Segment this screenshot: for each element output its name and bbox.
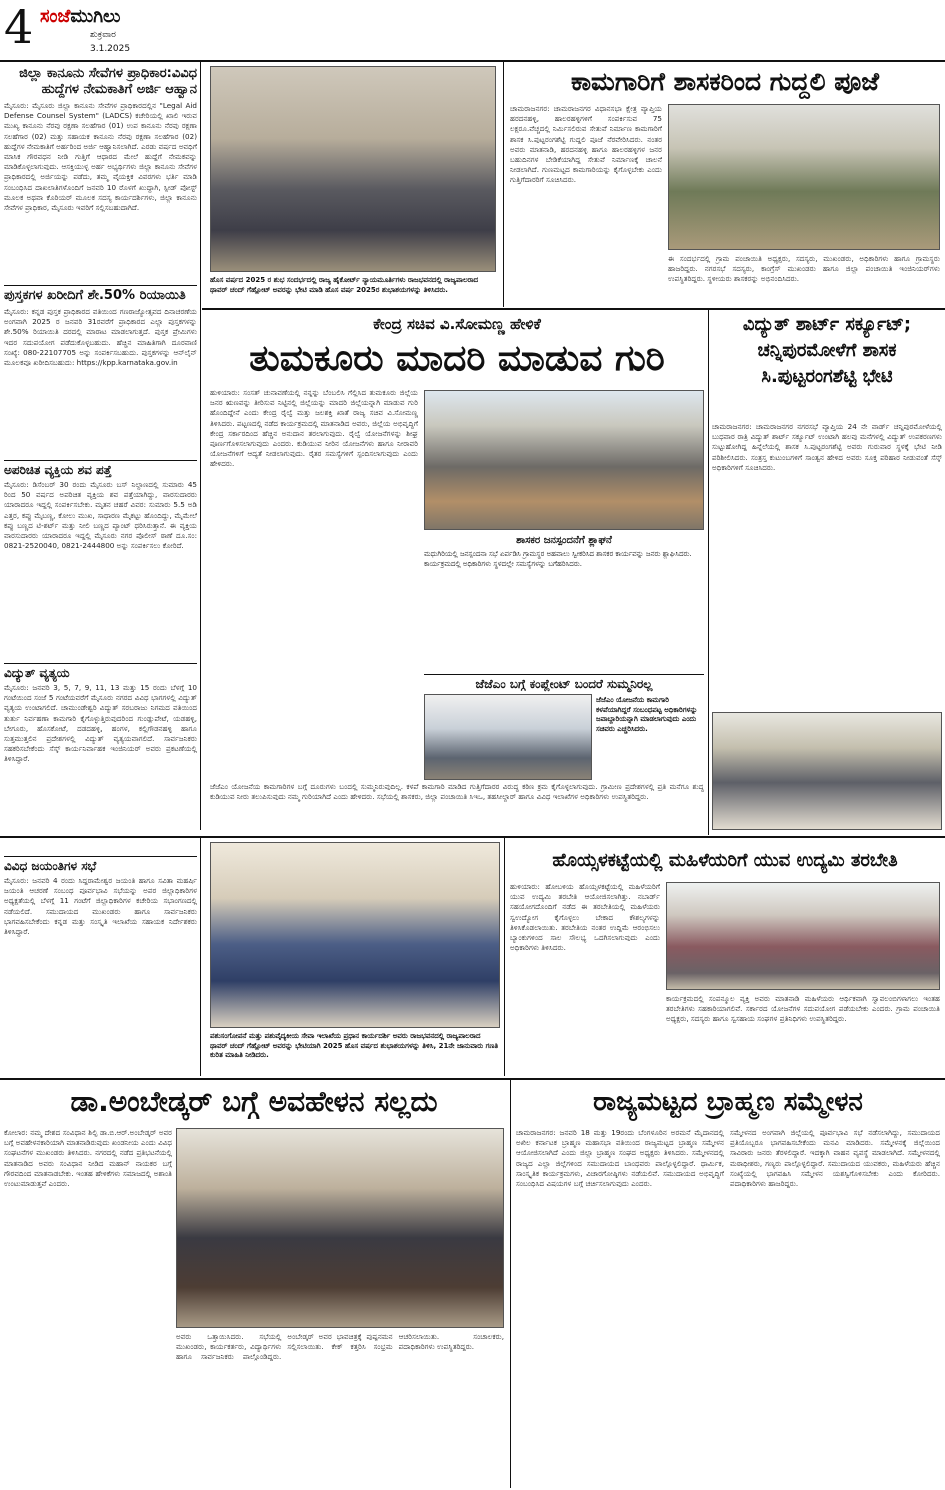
jjm-meeting-photo — [424, 694, 592, 780]
lower-right-t1: ಹುಳಿಯಾರು: ಹೋಬಳಿಯ ಹೊಯ್ಸಳಕಟ್ಟೆಯಲ್ಲಿ ಮಹಿಳೆಯರಿಗೆ ಯುವ ಉದ್ಯಮಿ ತರಬೇತಿ ಆಯೋಜಿಸಲಾಗಿತ್ತು. ನಬಾರ್ಡ್ ಸಹಯೋಗದೊಂದಿಗೆ ನಡೆದ ಈ ತರಬೇತಿಯಲ್ಲಿ ಮಹಿಳೆಯರು ಸ್ವಉದ್ಯೋಗ ಕೈಗೊಳ್ಳಲು ಬೇಕಾದ ಕೌಶಲ್ಯಗಳನ್ನು ತಿಳಿಸಿಕೊಡಲಾಯಿತು. ತರಬೇತಿಯ ನಂತರ ಉದ್ದಿಮೆ ಆರಂಭಿಸಲು ಬ್ಯಾಂಕುಗಳಿಂದ ಸಾಲ ಸೌಲಭ್ಯ ಒದಗಿಸಲಾಗುವುದು ಎಂದು ಅಧಿಕಾರಿಗಳು ತಿಳಿಸಿದರು. — [510, 882, 660, 953]
left-h2: ಪುಸ್ತಕಗಳ ಖರೀದಿಗೆ ಶೇ.50% ರಿಯಾಯಿತಿ — [4, 285, 197, 304]
livestock-photo-caption: ಪಶುಸಂಗೋಪನೆ ಮತ್ತು ಪಶುವೈದ್ಯಕೀಯ ಸೇವಾ ಇಲಾಖೆಯ ಪ್ರಧಾನ ಕಾರ್ಯದರ್ಶಿ ಅವರು ರಾಜಭವನದಲ್ಲಿ ರಾಜ್ಯಪಾಲರಾದ ಥಾವರ್ ಚಂದ್ ಗೆಹ್ಲೋಟ್ ಅವರನ್ನು ಭೇಟಿಯಾಗಿ 2025 ಹೊಸ ವರ್ಷದ ಶುಭಾಶಯಗಳನ್ನು ತಿಳಿಸಿ, 21ನೇ ಜಾನುವಾರು ಗಣತಿ ಕುರಿತ ಮಾಹಿತಿ ನೀಡಿದರು. — [210, 1032, 499, 1059]
left-h3: ಅಪರಿಚಿತ ವ್ಯಕ್ತಿಯ ಶವ ಪತ್ತೆ — [4, 460, 197, 478]
mid-photo-caption: ಮಧುಗಿರಿಯಲ್ಲಿ ಜನಸ್ಪಂದನಾ ಸಭೆ ಏರ್ಪಡಿಸಿ ಗ್ರಾಮಸ್ಥರ ಅಹವಾಲು ಸ್ವೀಕರಿಸಿದ ಶಾಸಕರ ಕಾರ್ಯವನ್ನು ಜನರು ಶ್ಲಾಘಿಸಿದರು. ಕಾರ್ಯಕ್ರಮದಲ್ಲಿ ಅಧಿಕಾರಿಗಳು ಸ್ಥಳದಲ್ಲೇ ಸಮಸ್ಯೆಗಳನ್ನು ಬಗೆಹರಿಸಿದರು. — [424, 550, 692, 568]
livestock-census-photo — [210, 842, 500, 1028]
left-h1: ಜಿಲ್ಲಾ ಕಾನೂನು ಸೇವೆಗಳ ಪ್ರಾಧಿಕಾರ:ವಿವಿಧ ಹುದ್ದೆಗಳ ನೇಮಕಾತಿಗೆ ಅರ್ಜಿ ಆಹ್ವಾನ — [19, 66, 197, 97]
mid-sub-side: ಜೆಜೆಎಂ ಯೋಜನೆಯ ಕಾಮಗಾರಿ ಕಳಪೆಯಾಗಿದ್ದರೆ ಸಂಬಂಧಪಟ್ಟ ಅಧಿಕಾರಿಗಳನ್ನು ಜವಾಬ್ದಾರಿಯನ್ನಾಗಿ ಮಾಡಲಾಗುವುದು ಎಂದು ಸಚಿವರು ಎಚ್ಚರಿಸಿದರು. — [596, 696, 698, 733]
issue-date: 3.1.2025 — [90, 44, 131, 54]
mid-t2: ಜೆಜೆಎಂ ಯೋಜನೆಯ ಕಾಮಗಾರಿಗಳ ಬಗ್ಗೆ ದೂರುಗಳು ಬಂದಲ್ಲಿ ಸುಮ್ಮನಿರುವುದಿಲ್ಲ. ಕಳಪೆ ಕಾಮಗಾರಿ ಮಾಡಿದ ಗುತ್ತಿಗೆದಾರರ ವಿರುದ್ಧ ಕಠಿಣ ಕ್ರಮ ಕೈಗೊಳ್ಳಲಾಗುವುದು. ಗ್ರಾಮೀಣ ಪ್ರದೇಶಗಳಲ್ಲಿ ಪ್ರತಿ ಮನೆಗೂ ಶುದ್ಧ ಕುಡಿಯುವ ನೀರು ತಲುಪಿಸುವುದು ನಮ್ಮ ಗುರಿಯಾಗಿದೆ ಎಂದು ಹೇಳಿದರು. ಸಭೆಯಲ್ಲಿ ಶಾಸಕರು, ಜಿಲ್ಲಾ ಪಂಚಾಯಿತಿ ಸಿಇಒ, ತಹಸೀಲ್ದಾರ್ ಹಾಗೂ ವಿವಿಧ ಇಲಾಖೆಗಳ ಅಧಿಕಾರಿಗಳು ಉಪಸ್ಥಿತರಿದ್ದರು. — [210, 782, 704, 802]
issue-day: ಶುಕ್ರವಾರ — [90, 30, 116, 40]
newspaper-logo — [40, 6, 120, 27]
column-divider — [200, 838, 201, 1076]
left-h4: ವಿದ್ಯುತ್ ವ್ಯತ್ಯಯ — [4, 663, 197, 681]
mid-headline: ತುಮಕೂರು ಮಾದರಿ ಮಾಡುವ ಗುರಿ — [249, 338, 665, 379]
section-rule — [0, 1078, 945, 1080]
governor-photo-caption: ಹೊಸ ವರ್ಷದ 2025 ರ ಶುಭ ಸಂದರ್ಭದಲ್ಲಿ ರಾಜ್ಯ ಹೈಕೋರ್ಟ್ ನ್ಯಾಯಮೂರ್ತಿಗಳು ರಾಜಭವನದಲ್ಲಿ ರಾಜ್ಯಪಾಲರಾದ ಥಾವರ್ ಚಂದ್ ಗೆಹ್ಲೋಟ್ ಅವರನ್ನು ಭೇಟಿ ಮಾಡಿ ಹೊಸ ವರ್ಷ 2025ರ ಶುಭಾಶಯಗಳನ್ನು ತಿಳಿಸಿದರು. — [210, 276, 479, 294]
bottom-left-headline: ಡಾ.ಅಂಬೇಡ್ಕರ್ ಬಗ್ಗೆ ಅವಹೇಳನ ಸಲ್ಲದು — [70, 1085, 438, 1118]
left-column — [4, 66, 197, 937]
lower-right-headline: ಹೊಯ್ಸಳಕಟ್ಟೆಯಲ್ಲಿ ಮಹಿಳೆಯರಿಗೆ ಯುವ ಉದ್ಯಮಿ ತರಬೇತಿ — [552, 850, 898, 871]
bottom-left-t1: ಕೋಲಾರ: ನಮ್ಮ ದೇಶದ ಸಂವಿಧಾನ ಶಿಲ್ಪಿ ಡಾ.ಬಿ.ಆರ್.ಅಂಬೇಡ್ಕರ್ ಅವರ ಬಗ್ಗೆ ಅವಹೇಳನಕಾರಿಯಾಗಿ ಮಾತನಾಡಿರುವುದು ಖಂಡನೀಯ ಎಂದು ವಿವಿಧ ಸಂಘಟನೆಗಳ ಮುಖಂಡರು ತಿಳಿಸಿದರು. ನಗರದಲ್ಲಿ ನಡೆದ ಪ್ರತಿಭಟನೆಯಲ್ಲಿ ಮಾತನಾಡಿದ ಅವರು ಸಂವಿಧಾನ ನೀಡಿದ ಮಹಾನ್ ನಾಯಕರ ಬಗ್ಗೆ ಗೌರವದಿಂದ ಮಾತನಾಡಬೇಕು. ಇಂತಹ ಹೇಳಿಕೆಗಳು ಸಮಾಜದಲ್ಲಿ ಅಶಾಂತಿ ಉಂಟುಮಾಡುತ್ತವೆ ಎಂದರು. — [4, 1128, 172, 1189]
column-divider — [503, 62, 504, 307]
top-right-t2: ಈ ಸಂದರ್ಭದಲ್ಲಿ ಗ್ರಾಮ ಪಂಚಾಯಿತಿ ಅಧ್ಯಕ್ಷರು, ಸದಸ್ಯರು, ಮುಖಂಡರು, ಅಧಿಕಾರಿಗಳು ಹಾಗೂ ಗ್ರಾಮಸ್ಥರು ಹಾಜರಿದ್ದರು. ನಗರಸಭೆ ಸದಸ್ಯರು, ಕಾಂಗ್ರೆಸ್ ಮುಖಂಡರು ಹಾಗೂ ಜಿಲ್ಲಾ ಪಂಚಾಯಿತಿ ಇಂಜಿನಿಯರ್‌ಗಳು ಉಪಸ್ಥಿತರಿದ್ದರು. ಸ್ಥಳೀಯರು ಶಾಸಕರನ್ನು ಅಭಿನಂದಿಸಿದರು. — [668, 254, 940, 284]
top-right-headline: ಕಾಮಗಾರಿಗೆ ಶಾಸಕರಿಂದ ಗುದ್ದಲಿ ಪೂಜೆ — [570, 67, 880, 96]
page-number: 4 — [4, 0, 34, 54]
top-right-t1: ಚಾಮರಾಜನಗರ: ಚಾಮರಾಜನಗರ ವಿಧಾನಸಭಾ ಕ್ಷೇತ್ರ ವ್ಯಾಪ್ತಿಯ ಹರದನಹಳ್ಳಿ, ಹಾಲರಹಳ್ಳಿಗಳಿಗೆ ಸಂಪರ್ಕಿಸುವ 75 ಲಕ್ಷರೂ.ವೆಚ್ಚದಲ್ಲಿ ನಿರ್ಮಿಸಲಿರುವ ಸೇತುವೆ ನಿರ್ಮಾಣ ಕಾಮಗಾರಿಗೆ ಶಾಸಕ ಸಿ.ಪುಟ್ಟರಂಗಶೆಟ್ಟಿ ಗುದ್ದಲಿ ಪೂಜೆ ನೆರವೇರಿಸಿದರು. ನಂತರ ಅವರು ಮಾತನಾಡಿ, ಹರದನಹಳ್ಳಿ ಹಾಗೂ ಹಾಲರಹಳ್ಳಿಗಳ ಜನರ ಬಹುದಿನಗಳ ಬೇಡಿಕೆಯಾಗಿದ್ದ ಸೇತುವೆ ನಿರ್ಮಾಣಕ್ಕೆ ಚಾಲನೆ ನೀಡಲಾಗಿದೆ. ಗುಣಮಟ್ಟದ ಕಾಮಗಾರಿಯನ್ನು ಕೈಗೊಳ್ಳಬೇಕು ಎಂದು ಗುತ್ತಿಗೆದಾರರಿಗೆ ಸೂಚಿಸಿದರು. — [510, 104, 662, 185]
lower-right-t2: ಕಾರ್ಯಕ್ರಮದಲ್ಲಿ ಸಂಪನ್ಮೂಲ ವ್ಯಕ್ತಿ ಅವರು ಮಾತನಾಡಿ ಮಹಿಳೆಯರು ಆರ್ಥಿಕವಾಗಿ ಸ್ವಾವಲಂಬಿಗಳಾಗಲು ಇಂತಹ ತರಬೇತಿಗಳು ಸಹಕಾರಿಯಾಗಲಿವೆ. ಸರ್ಕಾರದ ಯೋಜನೆಗಳ ಸದುಪಯೋಗ ಪಡೆಯಬೇಕು ಎಂದರು. ಗ್ರಾಮ ಪಂಚಾಯಿತಿ ಅಧ್ಯಕ್ಷರು, ಸದಸ್ಯರು ಹಾಗೂ ಸ್ವಸಹಾಯ ಸಂಘಗಳ ಪ್ರತಿನಿಧಿಗಳು ಉಪಸ್ಥಿತರಿದ್ದರು. — [666, 994, 940, 1024]
mid-kicker: ಕೇಂದ್ರ ಸಚಿವ ವಿ.ಸೋಮಣ್ಣ ಹೇಳಿಕೆ — [373, 315, 541, 333]
section-rule — [202, 308, 945, 310]
bottom-right-t1: ಚಾಮರಾಜನಗರ: ಜನವರಿ 18 ಮತ್ತು 19ರಂದು ಬೆಂಗಳೂರಿನ ಅರಮನೆ ಮೈದಾನದಲ್ಲಿ ಅಖಿಲ ಕರ್ನಾಟಕ ಬ್ರಾಹ್ಮಣ ಮಹಾಸಭಾ ವತಿಯಿಂದ ರಾಜ್ಯಮಟ್ಟದ ಬ್ರಾಹ್ಮಣ ಸಮ್ಮೇಳನ ಆಯೋಜಿಸಲಾಗಿದೆ ಎಂದು ಜಿಲ್ಲಾ ಬ್ರಾಹ್ಮಣ ಸಂಘದ ಅಧ್ಯಕ್ಷರು ತಿಳಿಸಿದರು. ಸಮ್ಮೇಳನದಲ್ಲಿ ರಾಜ್ಯದ ಎಲ್ಲಾ ಜಿಲ್ಲೆಗಳಿಂದ ಸಮುದಾಯದ ಬಾಂಧವರು ಪಾಲ್ಗೊಳ್ಳಲಿದ್ದಾರೆ. ಧಾರ್ಮಿಕ, ಸಾಂಸ್ಕೃತಿಕ ಕಾರ್ಯಕ್ರಮಗಳು, ವಿಚಾರಗೋಷ್ಠಿಗಳು ನಡೆಯಲಿವೆ. ಸಮುದಾಯದ ಅಭಿವೃದ್ಧಿಗೆ ಸಂಬಂಧಿಸಿದ ವಿಷಯಗಳ ಬಗ್ಗೆ ಚರ್ಚಿಸಲಾಗುವುದು ಎಂದರು. — [516, 1128, 724, 1189]
bottom-left-t2: ಅವರು ಒತ್ತಾಯಿಸಿದರು. ಸಭೆಯಲ್ಲಿ ಮುಖಂಡರು, ಕಾರ್ಯಕರ್ತರು, ವಿದ್ಯಾರ್ಥಿಗಳು ಹಾಗೂ ಸಾರ್ವಜನಿಕರು ಪಾಲ್ಗೊಂಡಿದ್ದರು. ಅಂಬೇಡ್ಕರ್ ಅವರ ಭಾವಚಿತ್ರಕ್ಕೆ ಪುಷ್ಪನಮನ ಸಲ್ಲಿಸಲಾಯಿತು. ಕೇಕ್ ಕತ್ತರಿಸಿ ಸಂಭ್ರಮ ಆಚರಿಸಲಾಯಿತು. ಸಂಚಾಲಕರು, ಪದಾಧಿಕಾರಿಗಳು ಉಪಸ್ಥಿತರಿದ್ದರು. — [176, 1332, 504, 1362]
ambedkar-event-photo — [176, 1128, 504, 1328]
women-training-photo — [666, 882, 940, 990]
left-t3: ಮೈಸೂರು: ಡಿಸೆಂಬರ್ 30 ರಂದು ಮೈಸೂರು ಬಸ್ ನಿಲ್ದಾಣದಲ್ಲಿ ಸುಮಾರು 45 ರಿಂದ 50 ವರ್ಷದ ಅಪರಿಚಿತ ವ್ಯಕ್ತಿಯ ಶವ ಪತ್ತೆಯಾಗಿದ್ದು, ವಾರಸುದಾರರು ಯಾರಾದರೂ ಇದ್ದಲ್ಲಿ ಸಂಪರ್ಕಿಸಬೇಕು. ಮೃತನ ಚಹರೆ ವಿವರ: ಸುಮಾರು 5.5 ಅಡಿ ಎತ್ತರ, ಕಪ್ಪು ಮೈಬಣ್ಣ, ಕೋಲು ಮುಖ, ಸಾಧಾರಣ ಮೈಕಟ್ಟು ಹೊಂದಿದ್ದು, ಮೈಮೇಲೆ ಕಪ್ಪು ಬಣ್ಣದ ಟಿ-ಶರ್ಟ್ ಮತ್ತು ನೀಲಿ ಬಣ್ಣದ ಪ್ಯಾಂಟ್ ಧರಿಸಿರುತ್ತಾನೆ. ಈ ವ್ಯಕ್ತಿಯ ವಾರಸುದಾರರು ಯಾರಾದರೂ ಇದ್ದಲ್ಲಿ ಮೈಸೂರು ನಗರ ಪೊಲೀಸ್ ಠಾಣೆ ದೂ.ಸಂ: 0821-2520040, 0821-2444800 ಅನ್ನು ಸಂಪರ್ಕಿಸಲು ಕೋರಿದೆ. — [4, 480, 197, 551]
column-divider — [504, 838, 505, 1076]
left-t5: ಮೈಸೂರು: ಜನವರಿ 4 ರಂದು ಸಿದ್ದರಾಮೇಶ್ವರ ಜಯಂತಿ ಹಾಗೂ ಸವಿತಾ ಮಹರ್ಷಿ ಜಯಂತಿ ಆಚರಣೆ ಸಂಬಂಧ ಪೂರ್ವಭಾವಿ ಸಭೆಯನ್ನು ಅಪರ ಜಿಲ್ಲಾಧಿಕಾರಿಗಳ ಅಧ್ಯಕ್ಷತೆಯಲ್ಲಿ ಬೆಳಗ್ಗೆ 11 ಗಂಟೆಗೆ ಜಿಲ್ಲಾಧಿಕಾರಿಗಳ ಕಚೇರಿಯ ಸಭಾಂಗಣದಲ್ಲಿ ನಡೆಯಲಿದೆ. ಸಮುದಾಯದ ಮುಖಂಡರು ಹಾಗೂ ಸಾರ್ವಜನಿಕರು ಭಾಗವಹಿಸಬೇಕೆಂದು ಕನ್ನಡ ಮತ್ತು ಸಂಸ್ಕೃತಿ ಇಲಾಖೆಯ ಸಹಾಯಕ ನಿರ್ದೇಶಕರು ತಿಳಿಸಿದ್ದಾರೆ. — [4, 876, 197, 937]
mid-right-headline: ವಿದ್ಯುತ್ ಶಾರ್ಟ್ ಸರ್ಕ್ಯೂಟ್; ಚನ್ನಿಪುರಮೋಳೆಗೆ ಶಾಸಕ ಸಿ.ಪುಟ್ಟರಂಗಶೆಟ್ಟಿ ಭೇಟಿ — [742, 314, 912, 387]
mid-t1: ಹುಳಿಯಾರು: ಸಂಸತ್ ಚುನಾವಣೆಯಲ್ಲಿ ನನ್ನನ್ನು ಬೆಂಬಲಿಸಿ ಗೆಲ್ಲಿಸಿದ ತುಮಕೂರು ಜಿಲ್ಲೆಯ ಜನರ ಋಣವನ್ನು ತೀರಿಸುವ ನಿಟ್ಟಿನಲ್ಲಿ ಜಿಲ್ಲೆಯನ್ನು ಮಾದರಿ ಜಿಲ್ಲೆಯನ್ನಾಗಿ ಮಾಡುವ ಗುರಿ ಹೊಂದಿದ್ದೇನೆ ಎಂದು ಕೇಂದ್ರ ರೈಲ್ವೆ ಮತ್ತು ಜಲಶಕ್ತಿ ಖಾತೆ ರಾಜ್ಯ ಸಚಿವ ವಿ.ಸೋಮಣ್ಣ ತಿಳಿಸಿದರು. ಪಟ್ಟಣದಲ್ಲಿ ನಡೆದ ಕಾರ್ಯಕ್ರಮದಲ್ಲಿ ಮಾತನಾಡಿದ ಅವರು, ಜಿಲ್ಲೆಯ ಅಭಿವೃದ್ಧಿಗೆ ಕೇಂದ್ರ ಸರ್ಕಾರದಿಂದ ಹೆಚ್ಚಿನ ಅನುದಾನ ತರಲಾಗುವುದು. ರೈಲ್ವೆ ಯೋಜನೆಗಳನ್ನು ಶೀಘ್ರ ಪೂರ್ಣಗೊಳಿಸಲಾಗುವುದು ಎಂದರು. ಕುಡಿಯುವ ನೀರಿನ ಯೋಜನೆಗಳು ಹಾಗೂ ನೀರಾವರಿ ಯೋಜನೆಗಳಿಗೆ ಆದ್ಯತೆ ನೀಡಲಾಗುವುದು. ರೈತರ ಸಮಸ್ಯೆಗಳಿಗೆ ಸ್ಪಂದಿಸಲಾಗುವುದು ಎಂದು ಹೇಳಿದರು. — [210, 388, 418, 469]
column-divider — [200, 60, 201, 830]
governor-meeting-photo — [210, 66, 496, 272]
masthead-rule — [0, 60, 945, 62]
column-divider — [510, 1080, 511, 1488]
mid-right-t1: ಚಾಮರಾಜನಗರ: ಚಾಮರಾಜನಗರ ನಗರಸಭೆ ವ್ಯಾಪ್ತಿಯ 24 ನೇ ವಾರ್ಡ್ ಚನ್ನಿಪುರಮೋಳೆಯಲ್ಲಿ ಬುಧವಾರ ರಾತ್ರಿ ವಿದ್ಯುತ್ ಶಾರ್ಟ್ ಸರ್ಕ್ಯೂಟ್ ಉಂಟಾಗಿ ಹಲವು ಮನೆಗಳಲ್ಲಿ ವಿದ್ಯುತ್ ಉಪಕರಣಗಳು ಸುಟ್ಟುಹೋಗಿದ್ದ ಹಿನ್ನೆಲೆಯಲ್ಲಿ ಶಾಸಕ ಸಿ.ಪುಟ್ಟರಂಗಶೆಟ್ಟಿ ಅವರು ಗುರುವಾರ ಸ್ಥಳಕ್ಕೆ ಭೇಟಿ ನೀಡಿ ಪರಿಶೀಲಿಸಿದರು. ಸಂತ್ರಸ್ತ ಕುಟುಂಬಗಳಿಗೆ ಸಾಂತ್ವನ ಹೇಳಿದ ಅವರು ಸೂಕ್ತ ಪರಿಹಾರ ನೀಡುವಂತೆ ಸೆಸ್ಕ್ ಅಧಿಕಾರಿಗಳಿಗೆ ಸೂಚಿಸಿದರು. — [712, 422, 942, 472]
column-divider — [708, 310, 709, 835]
mla-visit-photo — [712, 712, 942, 830]
logo-part-1: ಸಂಜೆ — [40, 6, 71, 27]
logo-part-2: ಮುಗಿಲು — [70, 6, 121, 27]
left-t4: ಮೈಸೂರು: ಜನವರಿ 3, 5, 7, 9, 11, 13 ಮತ್ತು 15 ರಂದು ಬೆಳಗ್ಗೆ 10 ಗಂಟೆಯಿಂದ ಸಂಜೆ 5 ಗಂಟೆಯವರೆಗೆ ಮೈಸೂರು ನಗರದ ವಿವಿಧ ಭಾಗಗಳಲ್ಲಿ ವಿದ್ಯುತ್ ವ್ಯತ್ಯಯ ಉಂಟಾಗಲಿದೆ. ಚಾಮುಂಡೇಶ್ವರಿ ವಿದ್ಯುತ್ ಸರಬರಾಜು ನಿಗಮದ ವತಿಯಿಂದ ತುರ್ತು ನಿರ್ವಹಣಾ ಕಾಮಗಾರಿ ಕೈಗೊಳ್ಳುತ್ತಿರುವುದರಿಂದ ಗುಂಡ್ಲುಪೇಟೆ, ಯಡಹಳ್ಳಿ, ಬೇಗೂರು, ಹೊಸಕೋಟೆ, ದಡದಹಳ್ಳಿ, ಹಂಗಳ, ಕಲ್ಲಿಗೌಡನಹಳ್ಳಿ ಹಾಗೂ ಸುತ್ತಮುತ್ತಲಿನ ಪ್ರದೇಶಗಳಲ್ಲಿ ವಿದ್ಯುತ್ ವ್ಯತ್ಯಯವಾಗಲಿದೆ. ಸಾರ್ವಜನಿಕರು ಸಹಕರಿಸಬೇಕೆಂದು ಸೆಸ್ಕ್ ಕಾರ್ಯನಿರ್ವಾಹಕ ಇಂಜಿನಿಯರ್ ಅವರು ಪ್ರಕಟಣೆಯಲ್ಲಿ ತಿಳಿಸಿದ್ದಾರೆ. — [4, 683, 197, 764]
section-rule — [0, 836, 945, 838]
groundbreaking-photo — [668, 104, 940, 250]
left-t2: ಮೈಸೂರು: ಕನ್ನಡ ಪುಸ್ತಕ ಪ್ರಾಧಿಕಾರದ ವತಿಯಿಂದ ಗಣರಾಜ್ಯೋತ್ಸವದ ದಿನಾಚರಣೆಯ ಅಂಗವಾಗಿ 2025 ರ ಜನವರಿ 31ರವರೆಗೆ ಪ್ರಾಧಿಕಾರದ ಎಲ್ಲಾ ಪುಸ್ತಕಗಳನ್ನು ಶೇ.50% ರಿಯಾಯಿತಿ ದರದಲ್ಲಿ ಮಾರಾಟ ಮಾಡಲಾಗುತ್ತದೆ. ಪುಸ್ತಕ ಪ್ರೇಮಿಗಳು ಇದರ ಸದುಪಯೋಗ ಪಡೆದುಕೊಳ್ಳಬಹುದು. ಹೆಚ್ಚಿನ ಮಾಹಿತಿಗಾಗಿ ದೂರವಾಣಿ ಸಂಖ್ಯೆ: 080-22107705 ಅನ್ನು ಸಂಪರ್ಕಿಸಬಹುದು. ಪುಸ್ತಕಗಳನ್ನು ಆನ್‌ಲೈನ್ ಮೂಲಕವೂ ಖರೀದಿಸಬಹುದು: https://kpp.karnataka.gov.in — [4, 307, 197, 368]
left-h5: ವಿವಿಧ ಜಯಂತಿಗಳ ಸಭೆ — [4, 856, 197, 874]
mid-sub-head: ಜೆಜೆಎಂ ಬಗ್ಗೆ ಕಂಪ್ಲೇಂಟ್ ಬಂದರೆ ಸುಮ್ಮನಿರಲ್ಲ — [424, 674, 704, 692]
bottom-right-headline: ರಾಜ್ಯಮಟ್ಟದ ಬ್ರಾಹ್ಮಣ ಸಮ್ಮೇಳನ — [593, 1087, 863, 1117]
mid-photo-caption-head: ಶಾಸಕರ ಜನಸ್ಪಂದನೆಗೆ ಶ್ಲಾಘನೆ — [516, 535, 612, 546]
left-t1: ಮೈಸೂರು: ಮೈಸೂರು ಜಿಲ್ಲಾ ಕಾನೂನು ಸೇವೆಗಳ ಪ್ರಾಧಿಕಾರದಲ್ಲಿನ "Legal Aid Defense Counsel System" (LADCS) ಕಚೇರಿಯಲ್ಲಿ ಖಾಲಿ ಇರುವ ಮುಖ್ಯ ಕಾನೂನು ನೆರವು ರಕ್ಷಣಾ ಸಲಹೆಗಾರ (01) ಉಪ ಕಾನೂನು ನೆರವು ರಕ್ಷಣಾ ಸಲಹೆಗಾರ (02) ಮತ್ತು ಸಹಾಯಕ ಕಾನೂನು ನೆರವು ರಕ್ಷಣಾ ಸಲಹೆಗಾರ (02) ಹುದ್ದೆಗಳ ನೇಮಕಾತಿಗೆ ಅರ್ಹರಿಂದ ಅರ್ಜಿ ಆಹ್ವಾನಿಸಲಾಗಿದೆ. ಎರಡು ವರ್ಷದ ಅವಧಿಗೆ ಮಾಸಿಕ ಗೌರವಧನ ನೀಡಿ ಗುತ್ತಿಗೆ ಆಧಾರದ ಮೇಲೆ ಹುದ್ದೆಗೆ ನೇಮಕವನ್ನು ಮಾಡಿಕೊಳ್ಳಲಾಗುವುದು. ಆಸಕ್ತಿಯುಳ್ಳ ಅರ್ಹ ಅಭ್ಯರ್ಥಿಗಳು ಜಿಲ್ಲಾ ಕಾನೂನು ಸೇವೆಗಳ ಪ್ರಾಧಿಕಾರದಲ್ಲಿ ಅರ್ಜಿಯನ್ನು ಪಡೆದು, ತಮ್ಮ ವೈಯಕ್ತಿಕ ವಿವರಗಳು ಭರ್ತಿ ಮಾಡಿ ಸಂಬಂಧಿಸಿದ ದಾಖಲಾತಿಗಳೊಂದಿಗೆ ಜನವರಿ 10 ರೊಳಗೆ ಖುದ್ದಾಗಿ, ಸ್ಪೀಡ್ ಪೋಸ್ಟ್ ಮೂಲಕ ಅಥವಾ ಕೊರಿಯರ್ ಮೂಲಕ ಸದಸ್ಯ ಕಾರ್ಯದರ್ಶಿಗಳು, ಜಿಲ್ಲಾ ಕಾನೂನು ಸೇವೆಗಳ ಪ್ರಾಧಿಕಾರ, ಮೈಸೂರು ಇವರಿಗೆ ಸಲ್ಲಿಸಬಹುದಾಗಿದೆ. — [4, 101, 197, 213]
minister-event-photo — [424, 390, 704, 530]
bottom-right-t2: ಸಮ್ಮೇಳನದ ಅಂಗವಾಗಿ ಜಿಲ್ಲೆಯಲ್ಲಿ ಪೂರ್ವಭಾವಿ ಸಭೆ ನಡೆಸಲಾಗಿದ್ದು, ಸಮುದಾಯದ ಪ್ರತಿಯೊಬ್ಬರೂ ಭಾಗವಹಿಸಬೇಕೆಂದು ಮನವಿ ಮಾಡಿದರು. ಸಮ್ಮೇಳನಕ್ಕೆ ಜಿಲ್ಲೆಯಿಂದ ಸಾವಿರಾರು ಜನರು ತೆರಳಲಿದ್ದಾರೆ. ಇದಕ್ಕಾಗಿ ವಾಹನ ವ್ಯವಸ್ಥೆ ಮಾಡಲಾಗಿದೆ. ಸಮ್ಮೇಳನದಲ್ಲಿ ಮಠಾಧೀಶರು, ಗಣ್ಯರು ಪಾಲ್ಗೊಳ್ಳಲಿದ್ದಾರೆ. ಸಮುದಾಯದ ಯುವಕರು, ಮಹಿಳೆಯರು ಹೆಚ್ಚಿನ ಸಂಖ್ಯೆಯಲ್ಲಿ ಭಾಗವಹಿಸಿ ಸಮ್ಮೇಳನ ಯಶಸ್ವಿಗೊಳಿಸಬೇಕು ಎಂದು ಕೋರಿದರು. ಪದಾಧಿಕಾರಿಗಳು ಹಾಜರಿದ್ದರು. — [730, 1128, 940, 1189]
